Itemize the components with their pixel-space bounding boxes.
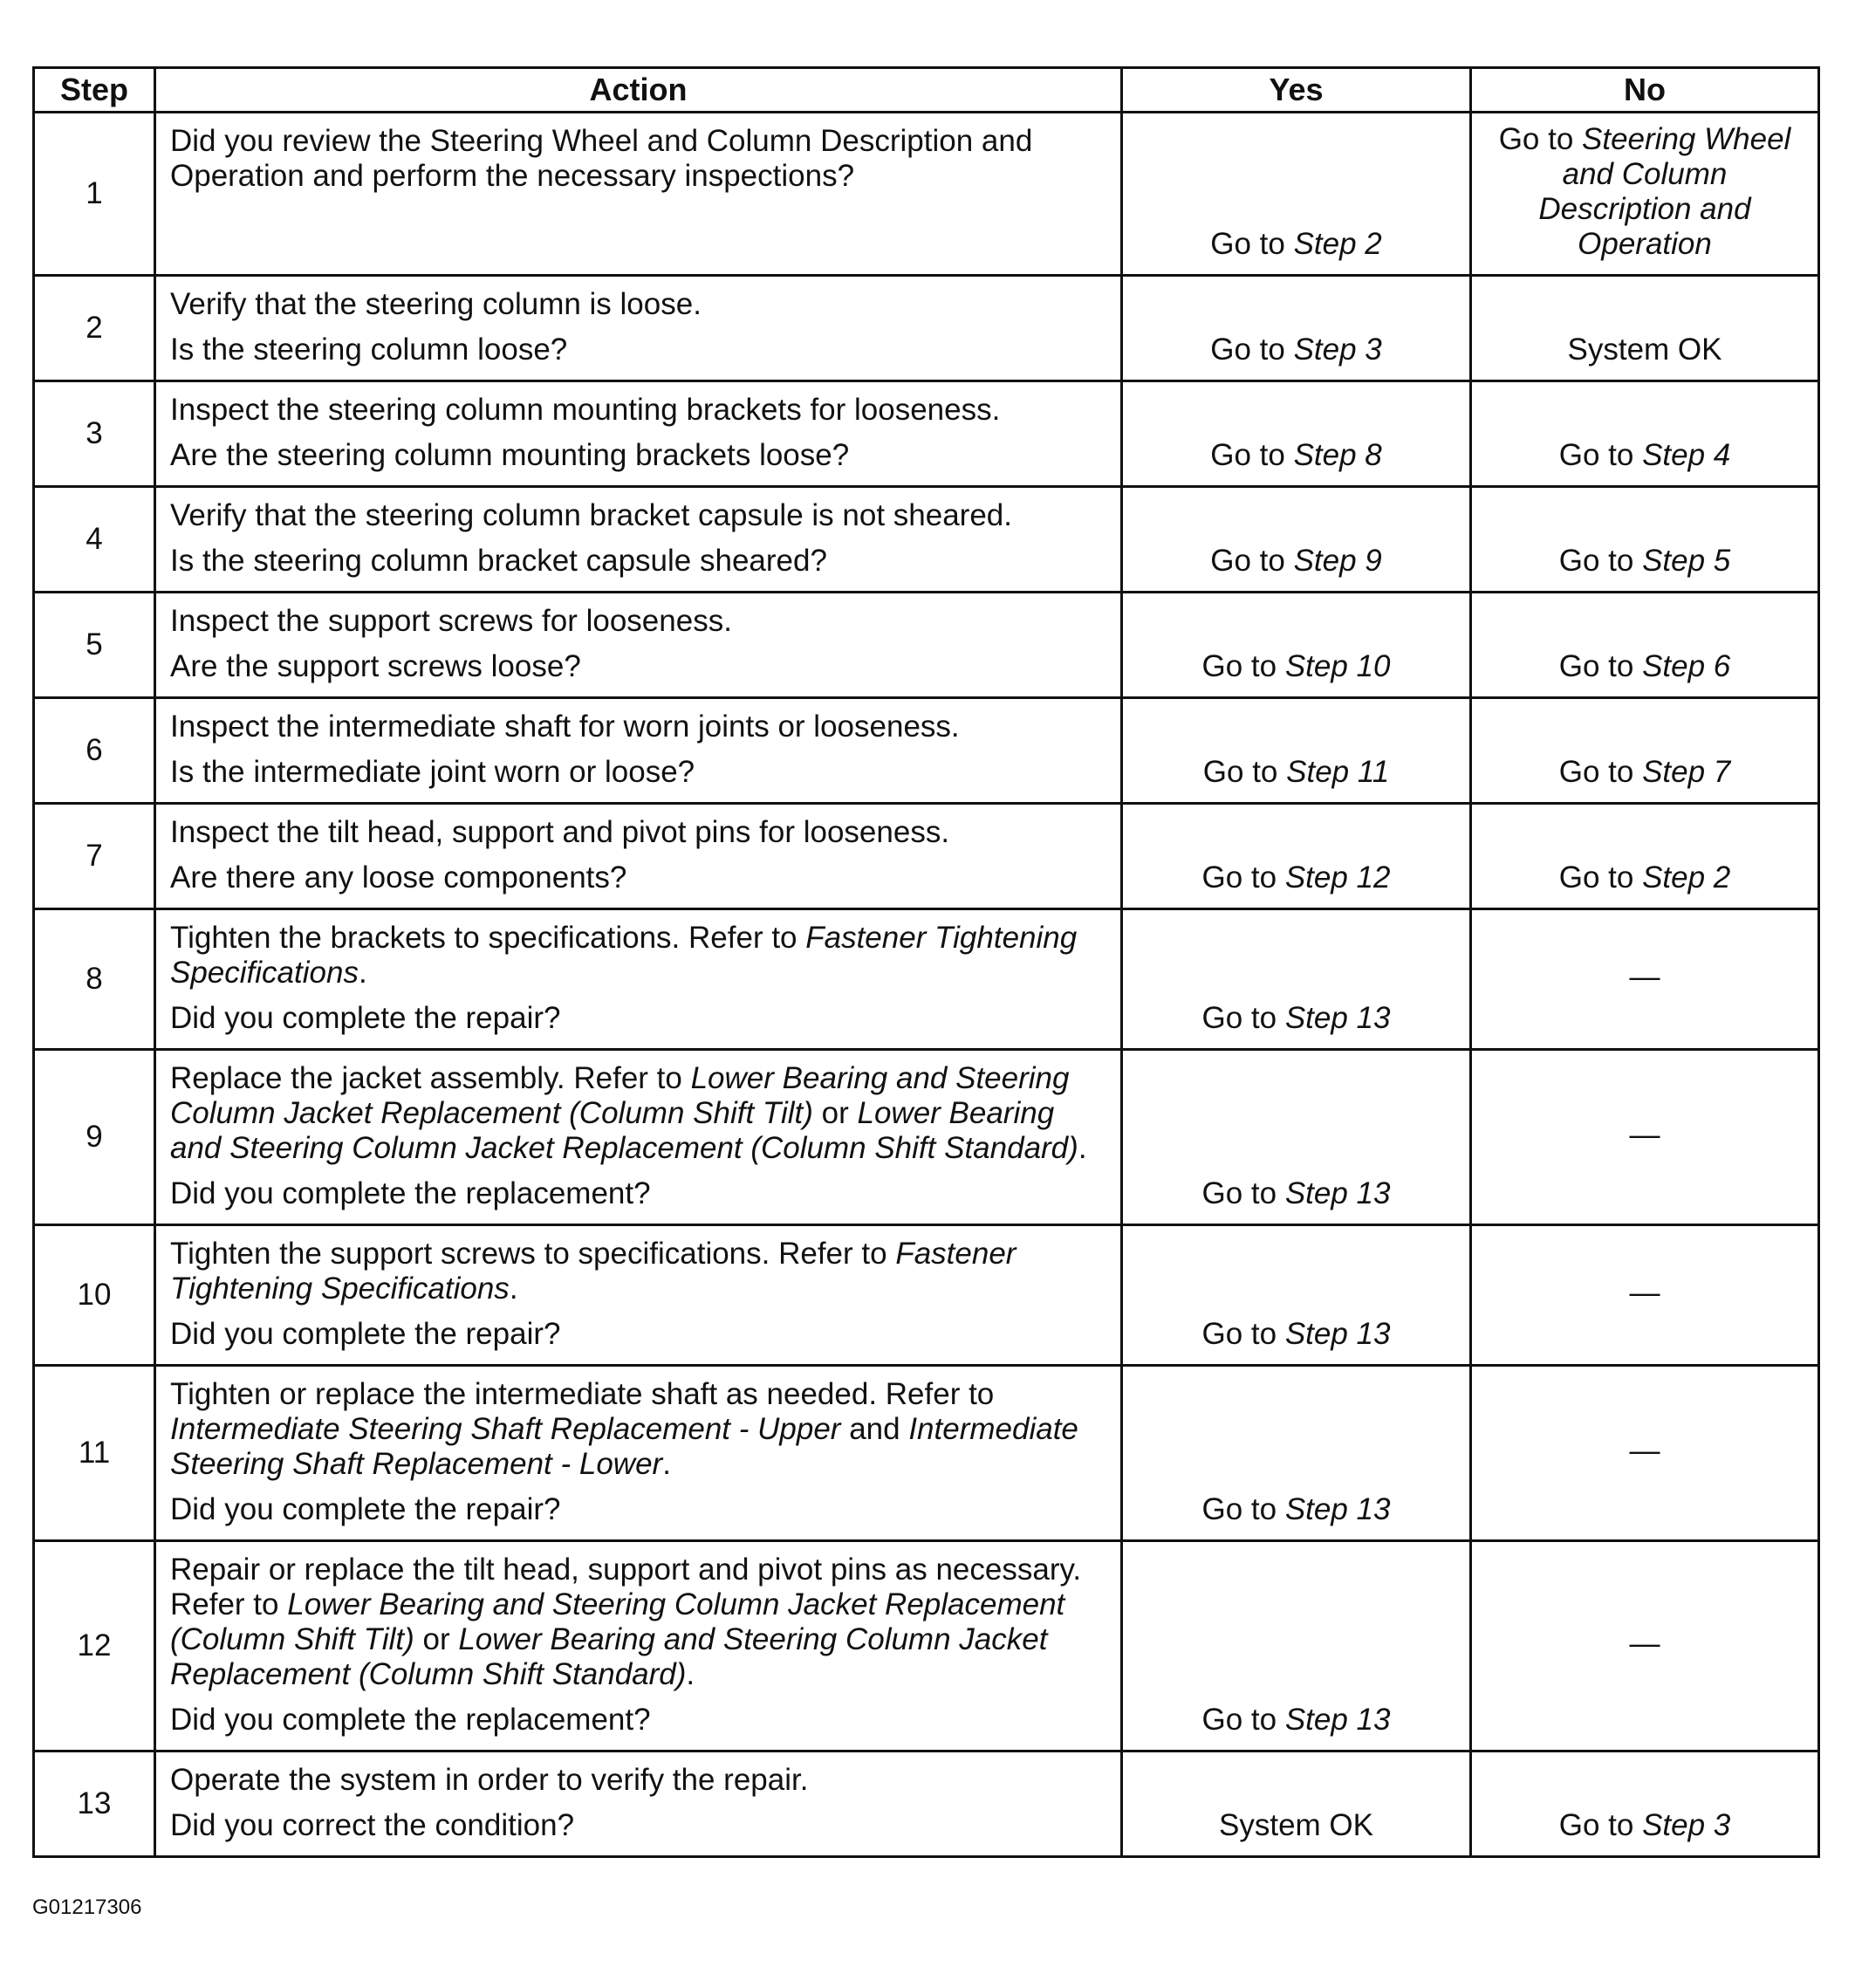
action-instruction	[170, 1061, 1108, 1166]
table-row	[34, 487, 1819, 593]
action-text: Verify that the steering column bracket capsule is not sheared.	[170, 498, 1012, 532]
yes-text: Go to	[1210, 332, 1294, 367]
action-question	[170, 1492, 1108, 1527]
yes-reference: Step 3	[1293, 332, 1382, 367]
action-question	[170, 438, 1108, 473]
action-text: Inspect the tilt head, support and pivot pins for looseness.	[170, 815, 950, 849]
question-text: Did you correct the condition?	[170, 1808, 575, 1842]
no-reference: Steering Wheel and Column Description and Operation	[1538, 122, 1791, 261]
table-row	[34, 804, 1819, 909]
action-cell	[155, 1541, 1122, 1751]
action-text: Inspect the steering column mounting brackets for looseness.	[170, 393, 1001, 427]
table-row	[34, 1366, 1819, 1541]
step-number: 3	[34, 381, 155, 487]
action-cell	[155, 381, 1122, 487]
yes-result	[1122, 113, 1471, 276]
action-cell	[155, 276, 1122, 381]
action-question	[170, 1703, 1108, 1738]
action-instruction	[170, 604, 1108, 639]
no-result	[1471, 698, 1819, 804]
question-text: Did you complete the repair?	[170, 1001, 561, 1035]
yes-reference: Step 13	[1284, 1492, 1391, 1526]
question-text: Are the steering column mounting brackets loose?	[170, 438, 850, 472]
step-number: 8	[34, 909, 155, 1050]
action-cell	[155, 804, 1122, 909]
action-question	[170, 649, 1108, 684]
yes-text: Go to	[1201, 1176, 1285, 1210]
action-instruction	[170, 393, 1108, 428]
step-number: 11	[34, 1366, 155, 1541]
yes-result	[1122, 276, 1471, 381]
no-text: —	[1629, 1276, 1660, 1310]
question-text: Did you complete the replacement?	[170, 1176, 651, 1210]
yes-reference: Step 2	[1293, 227, 1382, 261]
yes-reference: Step 12	[1284, 860, 1391, 895]
step-number: 2	[34, 276, 155, 381]
action-text: .	[662, 1447, 671, 1481]
no-result	[1471, 1050, 1819, 1225]
action-reference: Lower Bearing and Steering Column Jacket Replacement (Column Shift Tilt)	[170, 1587, 1065, 1656]
no-text: —	[1629, 1627, 1660, 1661]
yes-reference: Step 9	[1293, 544, 1382, 578]
step-number: 1	[34, 113, 155, 276]
action-text: .	[1078, 1131, 1087, 1165]
action-instruction	[170, 1237, 1108, 1306]
no-text: Go to	[1558, 649, 1643, 683]
table-row	[34, 698, 1819, 804]
no-result	[1471, 909, 1819, 1050]
no-reference: Step 7	[1642, 755, 1731, 789]
step-number: 10	[34, 1225, 155, 1366]
action-instruction	[170, 1553, 1108, 1692]
yes-reference: Step 8	[1293, 438, 1382, 472]
yes-result	[1122, 487, 1471, 593]
yes-result	[1122, 1050, 1471, 1225]
action-question	[170, 544, 1108, 579]
no-text: Go to	[1558, 544, 1643, 578]
yes-result	[1122, 1751, 1471, 1857]
yes-reference: Step 13	[1284, 1001, 1391, 1035]
action-question	[170, 332, 1108, 367]
yes-reference: Step 13	[1284, 1703, 1391, 1737]
action-text: Tighten the brackets to specifications. Refer to	[170, 921, 806, 955]
action-text: Did you review the Steering Wheel and Column Description and Operation and perform the necessary inspections?	[170, 124, 1033, 193]
yes-text: Go to	[1202, 755, 1287, 789]
action-instruction	[170, 815, 1108, 850]
yes-text: Go to	[1201, 1317, 1285, 1351]
yes-text: Go to	[1201, 860, 1285, 895]
yes-result	[1122, 593, 1471, 698]
action-text: Repair or replace the tilt head, support and pivot pins as necessary. Refer to	[170, 1553, 1082, 1621]
no-result	[1471, 276, 1819, 381]
action-instruction	[170, 287, 1108, 322]
action-instruction	[170, 710, 1108, 744]
yes-text: Go to	[1201, 1703, 1285, 1737]
question-text: Did you complete the repair?	[170, 1492, 561, 1526]
action-text: .	[509, 1272, 518, 1306]
yes-reference: Step 11	[1286, 755, 1390, 789]
table-body	[34, 113, 1819, 1857]
yes-result	[1122, 698, 1471, 804]
question-text: Is the steering column bracket capsule sheared?	[170, 544, 827, 578]
action-question	[170, 1317, 1108, 1352]
table-row	[34, 1751, 1819, 1857]
action-cell	[155, 593, 1122, 698]
no-result	[1471, 1366, 1819, 1541]
action-reference: Lower Bearing and Steering Column Jacket Replacement (Column Shift Standard)	[170, 1096, 1078, 1165]
no-result	[1471, 1751, 1819, 1857]
action-cell	[155, 698, 1122, 804]
step-number: 12	[34, 1541, 155, 1751]
no-reference: Step 3	[1642, 1808, 1731, 1842]
question-text: Did you complete the replacement?	[170, 1703, 651, 1737]
no-reference: Step 6	[1642, 649, 1731, 683]
action-text: or	[812, 1096, 858, 1130]
action-text: Inspect the support screws for looseness.	[170, 604, 732, 638]
table-row	[34, 1050, 1819, 1225]
no-result	[1471, 593, 1819, 698]
no-result	[1471, 381, 1819, 487]
action-instruction	[170, 124, 1108, 194]
action-text: and	[840, 1412, 909, 1446]
table-row	[34, 1541, 1819, 1751]
step-number: 9	[34, 1050, 155, 1225]
diagnostic-table	[32, 66, 1820, 1858]
action-cell	[155, 113, 1122, 276]
action-instruction	[170, 921, 1108, 991]
yes-result	[1122, 1366, 1471, 1541]
no-text: Go to	[1558, 755, 1643, 789]
header-action: Action	[155, 68, 1122, 113]
no-text: —	[1629, 960, 1660, 994]
header-step: Step	[34, 68, 155, 113]
action-text: .	[686, 1657, 695, 1691]
table-row	[34, 1225, 1819, 1366]
action-cell	[155, 1366, 1122, 1541]
yes-result	[1122, 909, 1471, 1050]
yes-text: Go to	[1201, 649, 1285, 683]
yes-reference: Step 13	[1284, 1317, 1391, 1351]
no-text: System OK	[1567, 332, 1722, 367]
no-text: —	[1629, 1118, 1660, 1152]
no-text: Go to	[1498, 122, 1583, 156]
action-instruction	[170, 1763, 1108, 1798]
action-question	[170, 1001, 1108, 1036]
no-text: Go to	[1558, 860, 1643, 895]
action-text: or	[414, 1622, 459, 1656]
yes-result	[1122, 804, 1471, 909]
question-text: Are the support screws loose?	[170, 649, 581, 683]
action-cell	[155, 909, 1122, 1050]
no-text: Go to	[1558, 438, 1643, 472]
yes-result	[1122, 381, 1471, 487]
action-instruction	[170, 1377, 1108, 1482]
yes-text: System OK	[1219, 1808, 1373, 1842]
step-number: 13	[34, 1751, 155, 1857]
action-reference: Lower Bearing and Steering Column Jacket Replacement (Column Shift Tilt)	[170, 1061, 1070, 1130]
no-reference: Step 5	[1642, 544, 1731, 578]
step-number: 7	[34, 804, 155, 909]
step-number: 4	[34, 487, 155, 593]
header-no: No	[1471, 68, 1819, 113]
question-text: Did you complete the repair?	[170, 1317, 561, 1351]
action-text: .	[358, 956, 367, 990]
yes-text: Go to	[1210, 438, 1294, 472]
table-row	[34, 909, 1819, 1050]
action-reference: Fastener Tightening Specifications	[170, 921, 1078, 990]
no-reference: Step 2	[1642, 860, 1731, 895]
no-result	[1471, 1225, 1819, 1366]
action-instruction	[170, 498, 1108, 533]
question-text: Are there any loose components?	[170, 860, 627, 895]
no-result	[1471, 804, 1819, 909]
action-cell	[155, 1225, 1122, 1366]
no-result	[1471, 487, 1819, 593]
action-question	[170, 1808, 1108, 1843]
figure-id: G01217306	[32, 1895, 142, 1919]
step-number: 6	[34, 698, 155, 804]
action-text: Tighten or replace the intermediate shaft as needed. Refer to	[170, 1377, 995, 1411]
yes-reference: Step 10	[1284, 649, 1391, 683]
table-header-row	[34, 68, 1819, 113]
action-reference: Intermediate Steering Shaft Replacement - Upper	[170, 1412, 841, 1446]
question-text: Is the steering column loose?	[170, 332, 568, 367]
no-result	[1471, 1541, 1819, 1751]
header-yes: Yes	[1122, 68, 1471, 113]
yes-result	[1122, 1225, 1471, 1366]
table-row	[34, 593, 1819, 698]
table-row	[34, 381, 1819, 487]
action-text: Tighten the support screws to specifications. Refer to	[170, 1237, 896, 1271]
table-row	[34, 276, 1819, 381]
action-reference: Intermediate Steering Shaft Replacement - Lower	[170, 1412, 1078, 1481]
action-reference: Fastener Tightening Specifications	[170, 1237, 1016, 1306]
action-text: Operate the system in order to verify the repair.	[170, 1763, 809, 1797]
action-text: Inspect the intermediate shaft for worn joints or looseness.	[170, 710, 960, 744]
no-reference: Step 4	[1642, 438, 1731, 472]
table-row	[34, 113, 1819, 276]
action-question	[170, 1176, 1108, 1211]
yes-text: Go to	[1210, 227, 1294, 261]
action-question	[170, 860, 1108, 895]
question-text: Is the intermediate joint worn or loose?	[170, 755, 695, 789]
no-result	[1471, 113, 1819, 276]
action-text: Verify that the steering column is loose.	[170, 287, 702, 321]
no-text: —	[1629, 1434, 1660, 1468]
action-cell	[155, 487, 1122, 593]
action-cell	[155, 1050, 1122, 1225]
action-reference: Lower Bearing and Steering Column Jacket Replacement (Column Shift Standard)	[170, 1622, 1048, 1691]
action-question	[170, 755, 1108, 790]
yes-text: Go to	[1201, 1001, 1285, 1035]
yes-result	[1122, 1541, 1471, 1751]
yes-text: Go to	[1201, 1492, 1285, 1526]
yes-reference: Step 13	[1284, 1176, 1391, 1210]
step-number: 5	[34, 593, 155, 698]
yes-text: Go to	[1210, 544, 1294, 578]
action-text: Replace the jacket assembly. Refer to	[170, 1061, 691, 1095]
action-cell	[155, 1751, 1122, 1857]
no-text: Go to	[1558, 1808, 1643, 1842]
